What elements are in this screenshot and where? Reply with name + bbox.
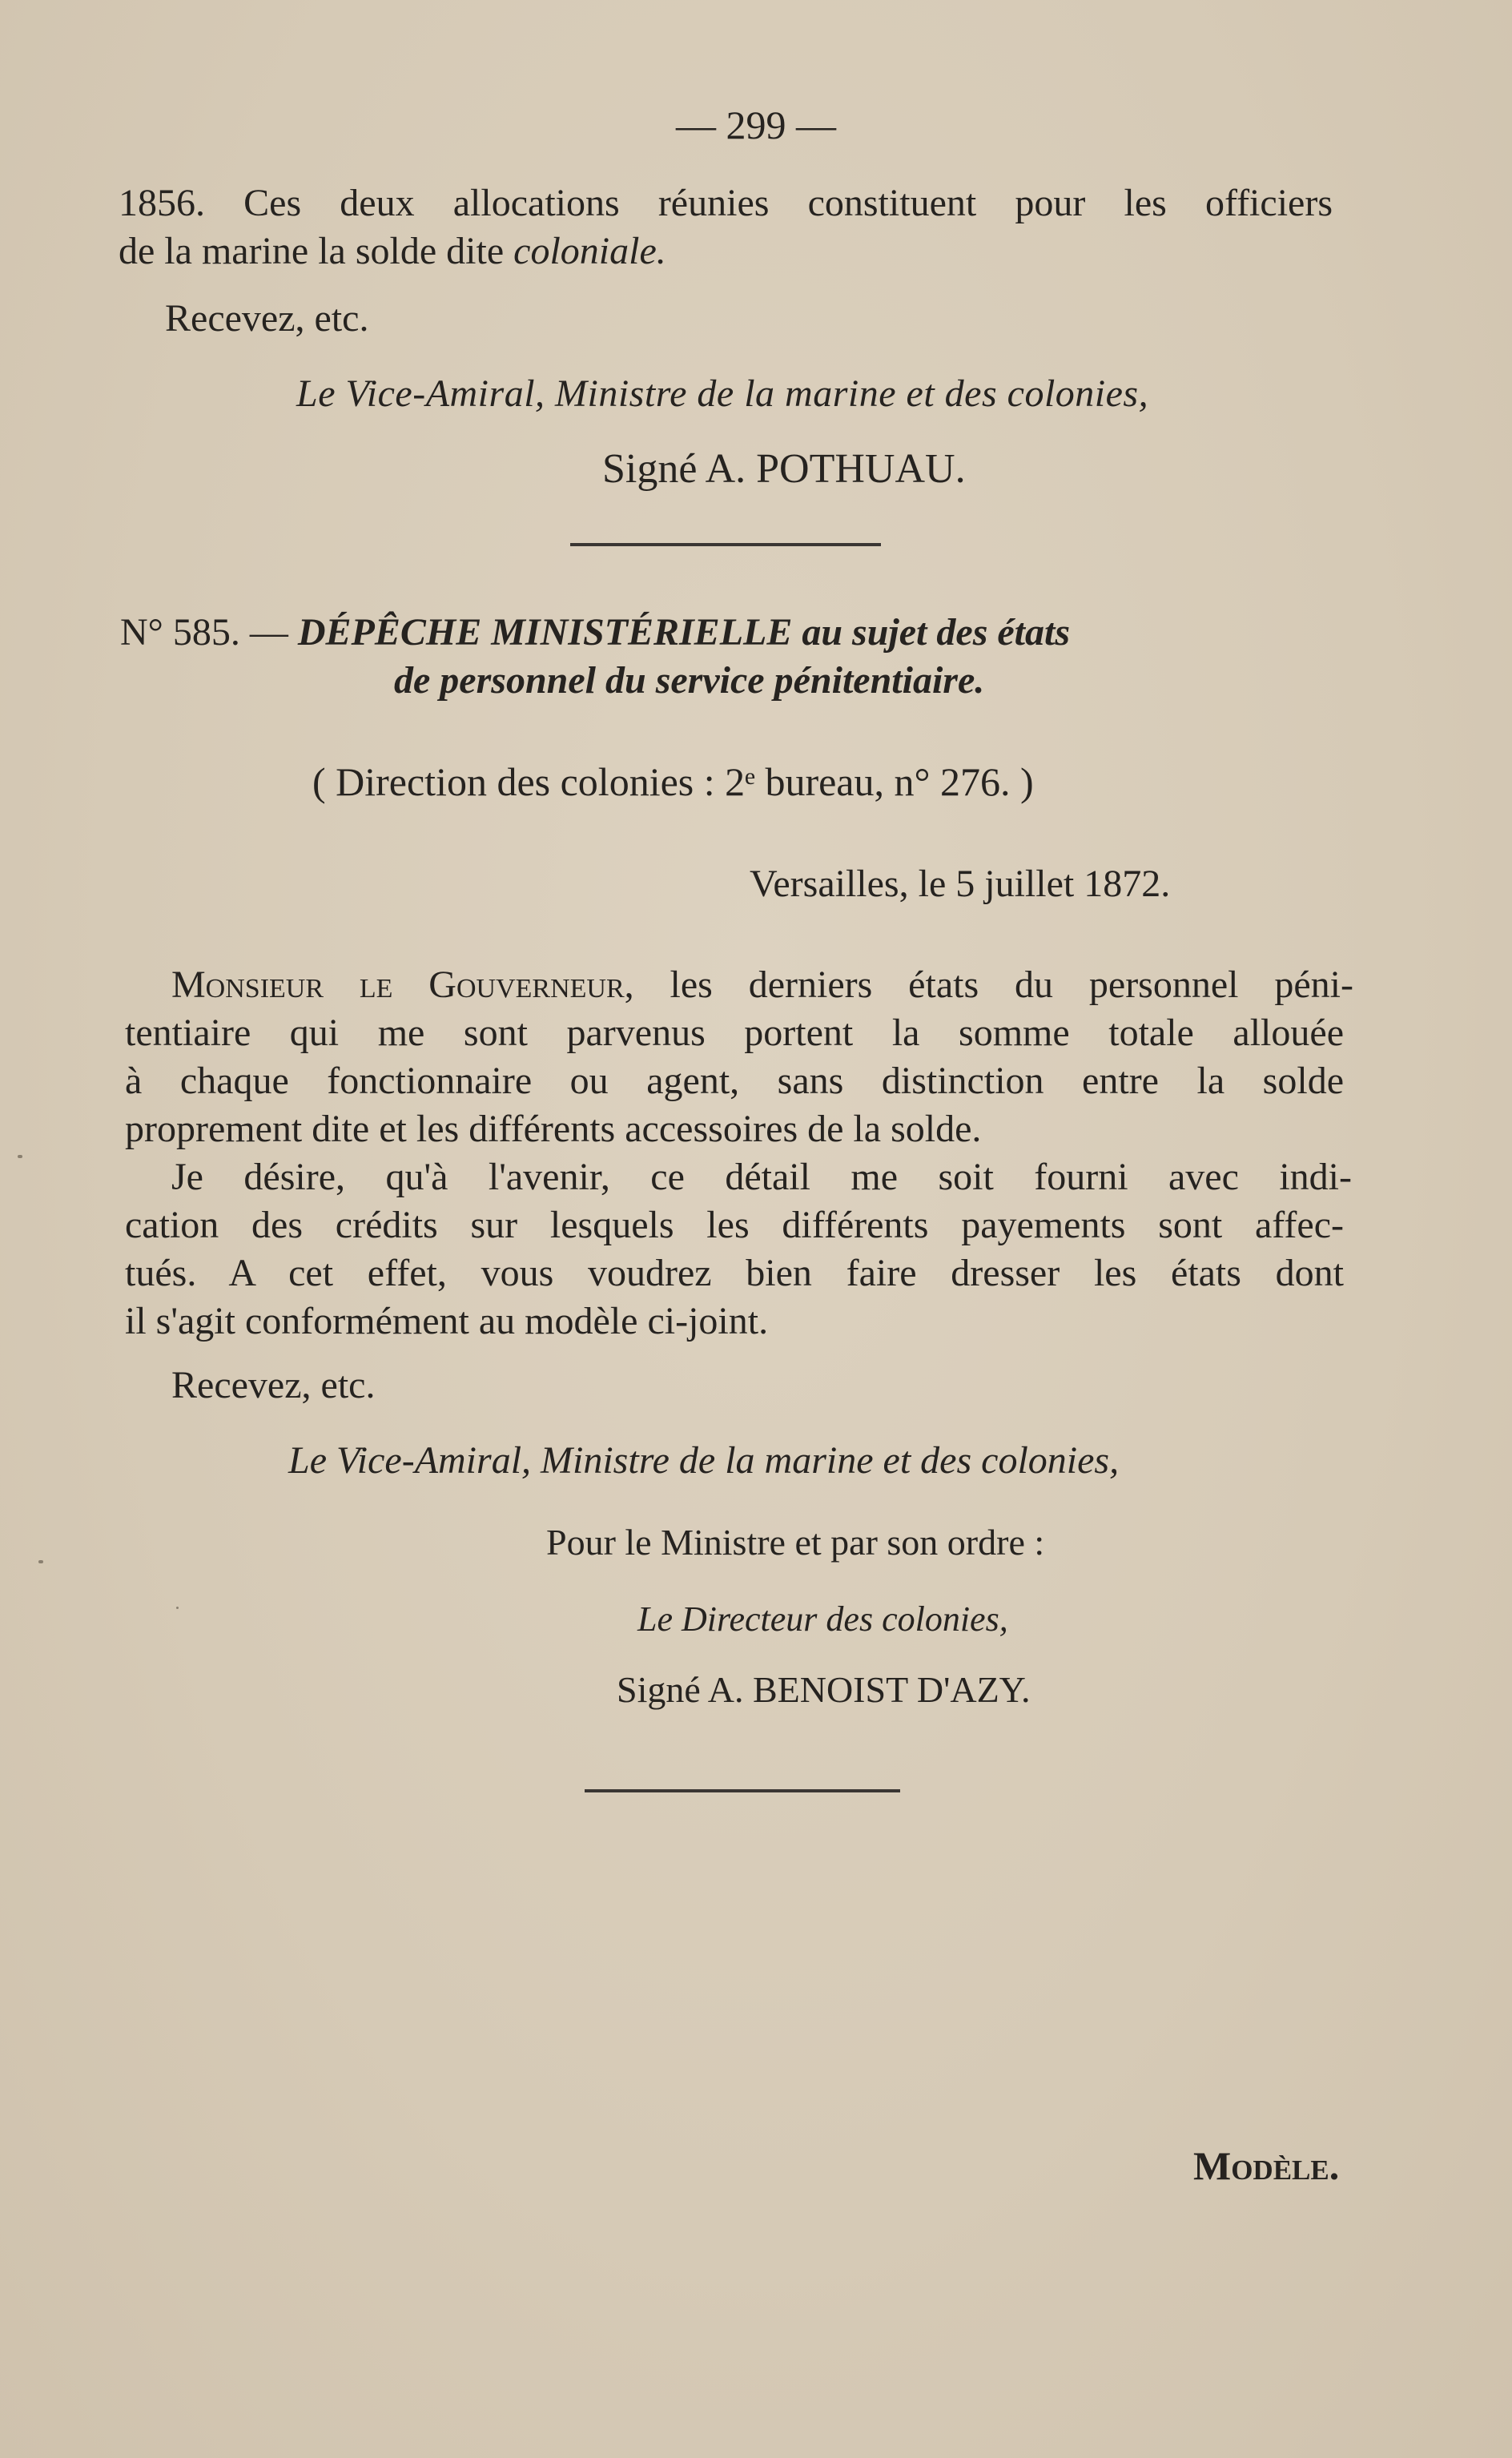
paragraph-2-line-1: Je désire, qu'à l'avenir, ce détail me soit fourni avec indi- [171,1156,1352,1198]
paragraph-2-line-4: il s'agit conformément au modèle ci-joint. [125,1300,769,1342]
paragraph-1-line-1-text: , les derniers états du personnel péni- [624,963,1353,1006]
continuation-italic: coloniale. [513,230,666,272]
paragraph-2-line-2: cation des crédits sur lesquels les différents payements sont affec- [125,1204,1344,1246]
continuation-line-2 [119,227,666,276]
dispatch-heading-bold: DÉPÊCHE MINISTÉRIELLE [297,611,793,654]
dispatch-heading-line-2: de personnel du service pénitentiaire. [394,659,985,702]
continuation-text: de la marine la solde dite [119,230,514,272]
model-label: Modèle. [1193,2143,1340,2188]
paragraph-1-line-3: à chaque fonctionnaire ou agent, sans distinction entre la solde [125,1060,1344,1102]
paragraph-1-line-2: tentiaire qui me sont parvenus portent la somme totale allouée [125,1012,1344,1054]
paper-speck [176,1607,179,1609]
signature-1-title: Le Vice-Amiral, Ministre de la marine et des colonies, [296,372,1149,415]
separator-rule-1 [570,543,881,546]
signature-1-signed: Signé A. POTHUAU. [602,446,966,492]
closing-1: Recevez, etc. [165,297,369,340]
direction-line: ( Direction des colonies : 2ᵉ bureau, n° 276. ) [312,759,1034,804]
closing-2: Recevez, etc. [171,1364,376,1406]
signature-2-signed: Signé A. BENOIST D'AZY. [617,1669,1031,1710]
dispatch-heading-rest: au sujet des états [792,611,1071,654]
dispatch-number: N° 585. — [120,611,298,654]
paragraph-1-line-4: proprement dite et les différents accessoires de la solde. [125,1108,982,1150]
paragraph-1-line-1 [171,961,1353,1009]
paper-speck [38,1560,43,1563]
separator-rule-2 [585,1789,900,1792]
continuation-line-1: 1856. Ces deux allocations réunies constituent pour les officiers [119,182,1333,224]
paragraph-2-line-3: tués. A cet effet, vous voudrez bien faire dresser les états dont [125,1252,1344,1294]
salutation: Monsieur le Gouverneur [171,963,625,1006]
signature-2-title: Le Vice-Amiral, Ministre de la marine et des colonies, [288,1439,1120,1482]
place-date: Versailles, le 5 juillet 1872. [750,863,1171,905]
signature-2-director: Le Directeur des colonies, [637,1599,1008,1639]
signature-2-order: Pour le Ministre et par son ordre : [546,1522,1045,1563]
page-number: — 299 — [676,103,836,147]
dispatch-heading [120,609,1070,657]
paper-speck [18,1155,22,1158]
